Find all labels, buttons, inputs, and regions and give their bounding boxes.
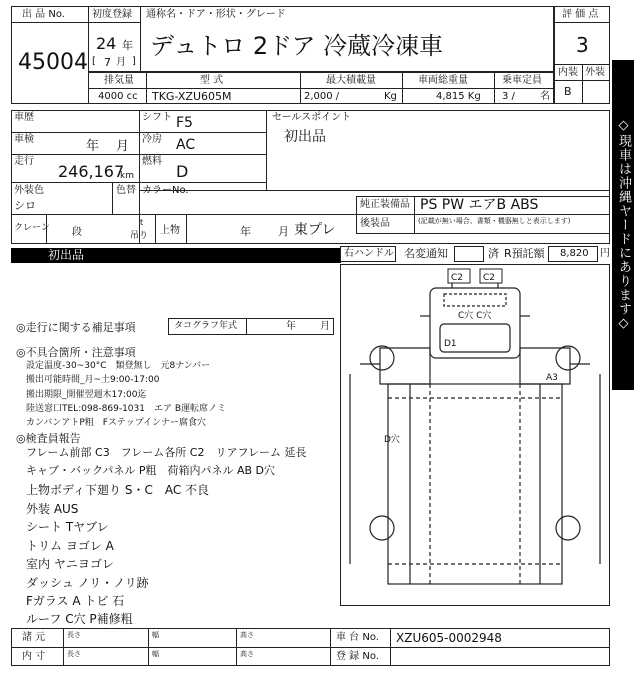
mark-c-hole: C穴 C穴 [458, 311, 492, 321]
lot-number: 45004 [18, 50, 88, 75]
mark-d1: D1 [444, 339, 457, 349]
footer-inner-label: 内 寸 [22, 651, 46, 662]
gvw-value: 4,815 Kg [436, 91, 481, 102]
history-label: 車歴 [14, 112, 34, 123]
defect-line: 陸送窓口TEL:098-869-1031 エア B運転席ノミ [26, 404, 227, 414]
model-value: TKG-XZU605M [152, 90, 232, 103]
crane-stage: 段 [72, 227, 82, 238]
mark-c2-left: C2 [451, 273, 464, 283]
mileage-unit: km [120, 171, 134, 181]
capacity-label: 乗車定員 [502, 75, 542, 86]
r-tax-value: 8,820 [560, 248, 589, 259]
shift-label: シフト [142, 112, 172, 123]
first-listing-text: 初出品 [48, 248, 85, 262]
inspector-line: ダッシュ ノリ・ノリ跡 [26, 576, 149, 590]
inspector-line: 上物ボディ下廻り S・C AC 不良 [26, 483, 210, 497]
car-name-label: 通称名・ドア・形状・グレード [146, 9, 286, 20]
footer-spec-label: 諸 元 [22, 632, 46, 643]
registration-month-unit: 月 [116, 57, 126, 68]
footer-length-label-2: 長さ [67, 650, 81, 658]
shaken-label: 車検 [14, 134, 34, 145]
defect-line: 搬出可能時間_月~土9:00-17:00 [26, 375, 160, 385]
inspector-line: Fガラス A トビ 石 [26, 594, 125, 608]
interior-label: 内装 [558, 67, 578, 78]
inspector-line: ルーフ C穴 P補修粗 [26, 612, 133, 626]
upper-month-unit: 月 [278, 225, 289, 238]
grade-value: 3 [576, 33, 589, 57]
odometer-label: 名変通知 [404, 247, 448, 260]
tachograph-label: タコグラフ年式 [174, 321, 238, 331]
tachograph-year-unit: 年 [286, 321, 296, 332]
retrofit-label: 後装品 [360, 218, 390, 229]
registration-month: 7 [104, 56, 111, 69]
max-load-label: 最大積載量 [326, 75, 376, 86]
max-load-value: 2,000 / [304, 91, 340, 102]
footer-width-label: 幅 [152, 631, 159, 639]
registration-label: 初度登録 [92, 9, 132, 20]
std-equipment-value: PS PW エアB ABS [420, 197, 539, 213]
upper-label: 上物 [160, 225, 180, 236]
r-tax-label: R預託額 [504, 247, 545, 260]
exterior-label: 外装 [585, 67, 605, 78]
driving-title: ◎走行に関する補足事項 [16, 321, 136, 334]
fuel-label: 燃料 [142, 156, 162, 167]
capacity-unit: 名 [540, 91, 550, 102]
mark-c2-right: C2 [483, 273, 496, 283]
defects-title: ◎不具合箇所・注意事項 [16, 346, 136, 359]
inspector-line: キャブ・バックパネル P粗 荷箱内パネル AB D穴 [26, 464, 276, 477]
side-notice: ◇現車は沖縄ヤードにあります◇ [612, 60, 634, 390]
displacement-value: 4000 cc [98, 91, 138, 102]
chassis-value: XZU605-0002948 [396, 631, 502, 645]
chassis-label: 車 台 No. [336, 632, 379, 643]
defect-line: 搬出期限_開催翌週木17:00迄 [26, 390, 147, 400]
ext-color-label: 外装色 [14, 185, 44, 196]
defect-line: カンバンアトP粗 Fステップインナー腐食穴 [26, 418, 206, 428]
inspector-title: ◎検査員報告 [16, 432, 81, 445]
std-equipment-label: 純正装備品 [360, 199, 410, 210]
ext-color-value: シロ [14, 199, 36, 212]
model-label: 型 式 [200, 75, 224, 86]
shaken-month-unit: 月 [116, 139, 130, 154]
crane-hoist: 吊り [130, 231, 149, 241]
inspector-line: トリム ヨゴレ A [26, 539, 114, 553]
mark-d-hole: D穴 [384, 435, 400, 445]
sales-point-label: セールスポイント [272, 112, 352, 123]
footer-length-label: 長さ [67, 631, 81, 639]
tachograph-month-unit: 月 [320, 321, 330, 332]
retrofit-note: (記載が無い場合、書類・機器無しと表示します) [418, 217, 571, 225]
r-tax-unit: 円 [600, 248, 610, 259]
interior-grade: B [564, 85, 572, 98]
truck-outline [340, 264, 610, 606]
sales-point-value: 初出品 [284, 129, 326, 145]
shaken-year-unit: 年 [86, 139, 100, 154]
mileage-value: 246,167 [58, 162, 125, 181]
color-no-label: カラーNo. [142, 185, 189, 196]
footer-height-label-2: 高さ [240, 650, 254, 658]
odometer-box [454, 246, 484, 262]
inspector-line: フレーム前部 C3 フレーム各所 C2 リアフレーム 延長 [26, 446, 307, 459]
inspector-line: 外装 AUS [26, 502, 79, 516]
displacement-label: 排気量 [104, 75, 134, 86]
fuel-value: D [176, 162, 189, 181]
registration-year: 24 [96, 34, 117, 53]
defect-line: 設定温度-30~30°C 類登無し 元8ナンバー [26, 361, 211, 371]
mark-a3: A3 [546, 373, 558, 383]
shift-value: F5 [176, 115, 193, 131]
ac-value: AC [176, 137, 196, 153]
right-hand-label: 右ハンドル [344, 248, 394, 259]
inspector-line: 室内 ヤニヨゴレ [26, 557, 114, 571]
car-name: デュトロ 2ドア 冷蔵冷凍車 [150, 32, 444, 60]
crane-label: クレーン [14, 223, 50, 233]
color-change-label: 色替 [116, 185, 136, 196]
reg-no-label: 登 録 No. [336, 651, 379, 662]
ac-label: 冷房 [142, 134, 162, 145]
mileage-label: 走行 [14, 156, 34, 167]
upper-maker: 東プレ [294, 222, 336, 238]
upper-year-unit: 年 [240, 225, 251, 238]
inspector-line: シート Tヤブレ [26, 520, 109, 534]
gvw-label: 車両総重量 [418, 75, 468, 86]
odometer-check: 済 [488, 247, 499, 260]
max-load-unit: Kg [384, 91, 397, 102]
footer-height-label: 高さ [240, 631, 254, 639]
registration-year-unit: 年 [122, 39, 133, 52]
footer-width-label-2: 幅 [152, 650, 159, 658]
grade-label: 評 価 点 [562, 9, 599, 20]
capacity-value: 3 / [502, 91, 515, 102]
lot-label: 出 品 No. [22, 9, 65, 20]
crane-ton: t [140, 218, 144, 227]
